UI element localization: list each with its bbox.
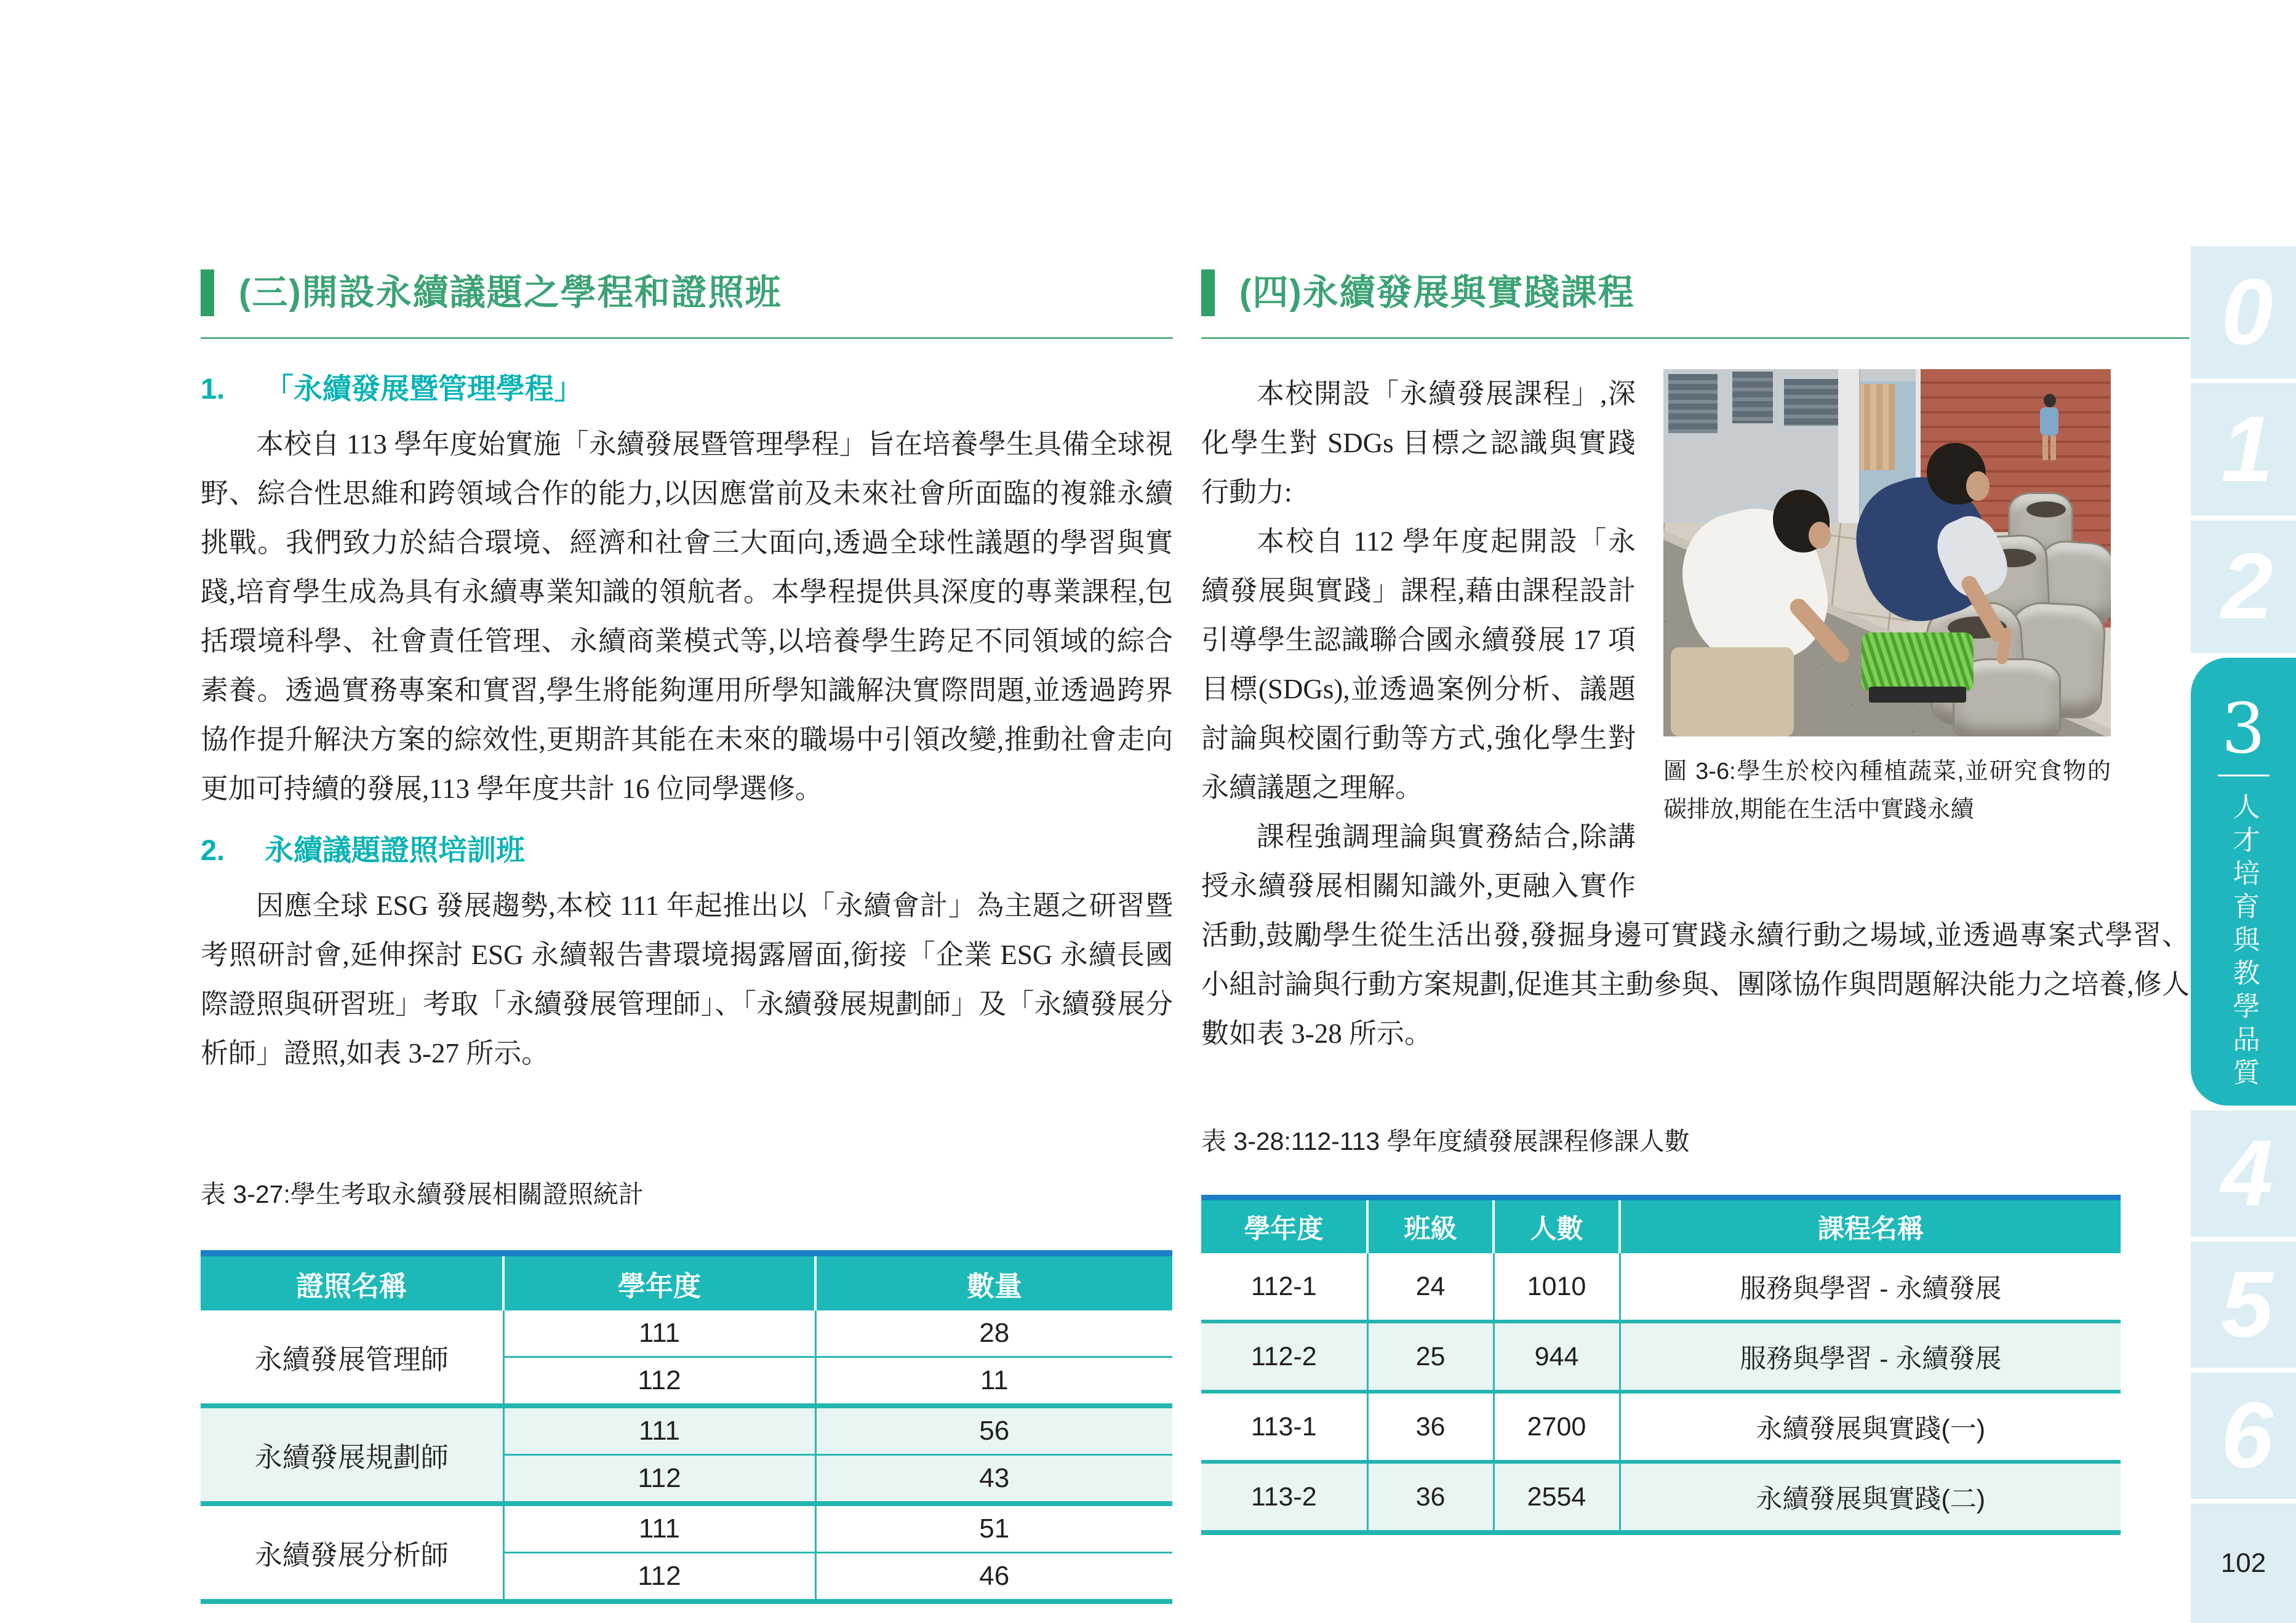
- cell-students: 1010: [1494, 1253, 1620, 1322]
- item-1-number: 1.: [201, 372, 225, 405]
- sidebar-tab-6: [2191, 1373, 2296, 1499]
- cell-students: 944: [1494, 1322, 1620, 1392]
- item-1-title: 「永續發展暨管理學程」: [265, 372, 583, 405]
- photo-window: [1668, 374, 1718, 433]
- table-3-27-caption: 表 3-27:學生考取永續發展相關證照統計: [201, 1180, 644, 1208]
- photo-curtain: [1858, 384, 1895, 470]
- sidebar-tab-2: [2191, 520, 2296, 653]
- photo-window: [1732, 372, 1773, 423]
- photo-student-1-pants: [1671, 647, 1794, 736]
- photo-distant-person-legs: [2042, 436, 2056, 460]
- sidebar-tab-4-number: 4: [2221, 1121, 2273, 1226]
- sidebar-tab-3-active: [2191, 658, 2296, 1106]
- paragraph-2: 因應全球 ESG 發展趨勢,本校 111 年起推出以「永續會計」為主題之研習暨考照研討會,延伸探討 ESG 永續報告書環境揭露層面,銜接「企業 ESG 永續長國際證照與研習班」考取「永續發展管理師」、「永續發展規劃師」及「永續發展分析師」證照,如表 3-27 所示。: [201, 890, 1173, 1069]
- col-students: 人數: [1494, 1198, 1620, 1254]
- cell-year: 112: [503, 1553, 815, 1602]
- col-academic-year: 學年度: [1201, 1198, 1367, 1254]
- figure-3-6-photo: [1663, 369, 2111, 736]
- chapter-title-vertical: 人才培育與教學品質: [2228, 792, 2259, 1091]
- page-number: 102: [2220, 1548, 2266, 1578]
- cell-year: 112-2: [1201, 1322, 1367, 1392]
- photo-pillar: [1838, 369, 1859, 526]
- cell-count: 11: [815, 1357, 1172, 1406]
- table-row: [1201, 1462, 2121, 1533]
- cert-name: 永續發展分析師: [201, 1504, 503, 1601]
- photo-seedling-tray: [1869, 687, 1966, 703]
- cell-classes: 24: [1367, 1253, 1494, 1322]
- cell-count: 43: [815, 1455, 1172, 1504]
- sidebar-tab-0: [2191, 246, 2296, 378]
- heading-bar: [201, 269, 214, 316]
- sidebar-tab-4: [2191, 1111, 2296, 1237]
- table-row: [201, 1406, 1172, 1455]
- cell-classes: 25: [1367, 1322, 1494, 1392]
- table-row: [1201, 1322, 2121, 1392]
- item-2-number: 2.: [201, 834, 225, 866]
- table-3-28: [1201, 1195, 2121, 1535]
- cell-year: 111: [503, 1310, 815, 1357]
- table-3-28-caption: 表 3-28:112-113 學年度績發展課程修課人數: [1201, 1127, 1690, 1155]
- sidebar-tab-5: [2191, 1242, 2296, 1368]
- chapter-sidebar: [2191, 0, 2296, 1623]
- col-course-name: 課程名稱: [1620, 1198, 2121, 1254]
- photo-student-1-face: [1809, 522, 1831, 549]
- cell-year: 113-1: [1201, 1392, 1367, 1462]
- photo-distant-person-head: [2044, 394, 2056, 407]
- sidebar-tab-2-number: 2: [2221, 534, 2273, 639]
- table-row: [201, 1310, 1172, 1357]
- cell-count: 28: [815, 1310, 1172, 1357]
- sidebar-tab-1-number: 1: [2221, 397, 2273, 501]
- photo-seedlings: [1862, 632, 1974, 692]
- section-heading-3: [201, 269, 1173, 339]
- item-1-heading: [201, 369, 1173, 409]
- paragraph-1: 本校自 113 學年度始實施「永續發展暨管理學程」旨在培養學生具備全球視野、綜合性思維和跨領域合作的能力,以因應當前及未來社會所面臨的複雜永續挑戰。我們致力於結合環境、經濟和社會三大面向,透過全球性議題的學習與實踐,培育學生成為具有永續專業知識的領航者。本學程提供具深度的專業課程,包括環境科學、社會責任管理、永續商業模式等,以培養學生跨足不同領域的綜合素養。透過實務專案和實習,學生將能夠運用所學知識解決實際問題,並透過跨界協作提升解決方案的綜效性,更期許其能在未來的職場中引領改變,推動社會走向更加可持續的發展,113 學年度共計 16 位同學選修。: [201, 429, 1173, 804]
- cell-students: 2554: [1494, 1462, 1620, 1533]
- cell-year: 112-1: [1201, 1253, 1367, 1322]
- sidebar-tab-5-number: 5: [2221, 1252, 2273, 1357]
- cell-year: 111: [503, 1406, 815, 1455]
- cert-name: 永續發展管理師: [201, 1310, 503, 1406]
- cell-year: 112: [503, 1357, 815, 1406]
- table-row: [1201, 1253, 2121, 1322]
- col-classes: 班級: [1367, 1198, 1494, 1254]
- table-3-28-header-row: [1201, 1198, 2121, 1254]
- sidebar-tab-3-rule: [2218, 775, 2270, 776]
- cell-course: 服務與學習 - 永續發展: [1620, 1322, 2121, 1392]
- col-cert-name: 證照名稱: [201, 1253, 503, 1310]
- right-paragraph-1: 本校開設「永續發展課程」,深化學生對 SDGs 目標之認識與實踐行動力:: [1201, 378, 1636, 508]
- cell-classes: 36: [1367, 1462, 1494, 1533]
- sidebar-tab-0-number: 0: [2221, 260, 2273, 364]
- sidebar-tab-3-number: 3: [2221, 689, 2266, 769]
- photo-soil: [2026, 501, 2066, 517]
- cell-count: 56: [815, 1406, 1172, 1455]
- right-column: [1201, 369, 2190, 1058]
- heading-bar: [1201, 269, 1215, 316]
- section-heading-4: [1201, 269, 2190, 339]
- cell-count: 51: [815, 1504, 1172, 1553]
- sidebar-tab-1: [2191, 383, 2296, 516]
- table-3-27: [201, 1250, 1172, 1604]
- cell-year: 111: [503, 1504, 815, 1553]
- photo-student-2-face: [1966, 471, 1990, 501]
- cell-year: 113-2: [1201, 1462, 1367, 1533]
- section-heading-3-text: (三)開設永續議題之學程和證照班: [239, 273, 782, 313]
- cell-course: 永續發展與實踐(一): [1620, 1392, 2121, 1462]
- cell-course: 服務與學習 - 永續發展: [1620, 1253, 2121, 1322]
- figure-3-6-caption: 圖 3-6:學生於校內種植蔬菜,並研究食物的碳排放,期能在生活中實踐永續: [1663, 759, 2111, 823]
- cell-year: 112: [503, 1455, 815, 1504]
- cell-course: 永續發展與實踐(二): [1620, 1462, 2121, 1533]
- page-number-segment: [2191, 1504, 2296, 1623]
- right-paragraph-2: 本校自 112 學年度起開設「永續發展與實踐」課程,藉由課程設計引導學生認識聯合國永續發展 17 項目標(SDGs),並透過案例分析、議題討論與校園行動等方式,強化學生對永續議題之理解。: [1201, 526, 1636, 803]
- sidebar-tab-6-number: 6: [2221, 1383, 2273, 1488]
- table-row: [1201, 1392, 2121, 1462]
- section-heading-4-text: (四)永續發展與實踐課程: [1239, 273, 1635, 313]
- photo-window: [1784, 379, 1838, 426]
- col-count: 數量: [815, 1253, 1172, 1310]
- col-academic-year: 學年度: [503, 1253, 815, 1310]
- left-column: [201, 369, 1173, 1078]
- item-2-heading: [201, 831, 1173, 870]
- photo-distant-person: [2040, 407, 2058, 436]
- cell-count: 46: [979, 1561, 1010, 1591]
- right-paragraph-3: 課程強調理論與實務結合,除講授永續發展相關知識外,更融入實作活動,鼓勵學生從生活出發,發掘身邊可實踐永續行動之場域,並透過專案式學習、小組討論與行動方案規劃,促進其主動參與、團隊協作與問題解決能力之培養,修人數如表 3-28 所示。: [1201, 821, 2190, 1049]
- table-row: [201, 1504, 1172, 1553]
- cert-name: 永續發展規劃師: [201, 1406, 503, 1504]
- item-2-title: 永續議題證照培訓班: [265, 834, 525, 866]
- figure-3-6: [1636, 369, 2190, 903]
- cell-classes: 36: [1367, 1392, 1494, 1462]
- cell-students: 2700: [1494, 1392, 1620, 1462]
- table-3-27-header-row: [201, 1253, 1172, 1310]
